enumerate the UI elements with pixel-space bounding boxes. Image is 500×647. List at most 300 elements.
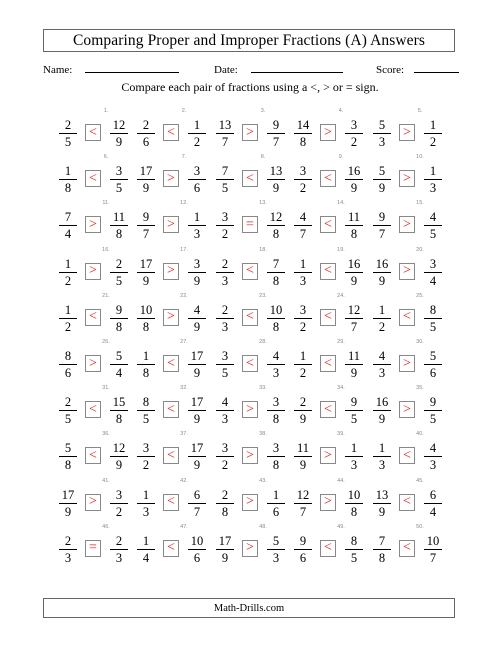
left-fraction [371, 534, 393, 565]
fraction-bar [59, 179, 77, 180]
fraction-bar [137, 410, 155, 411]
denominator: 9 [193, 458, 201, 473]
problem-number: 48. [259, 523, 267, 530]
right-fraction [343, 349, 365, 380]
numerator: 6 [193, 487, 201, 502]
problem-item [366, 524, 446, 568]
fraction-bar [345, 364, 363, 365]
problem-number: 2. [181, 108, 187, 114]
denominator: 8 [272, 458, 280, 473]
problem-item [209, 200, 289, 244]
problem-item [366, 478, 446, 522]
numerator: 8 [64, 349, 72, 363]
problem-number: 39. [337, 431, 345, 438]
problem-item [287, 339, 367, 383]
left-fraction [57, 395, 79, 426]
problem-item [52, 200, 132, 244]
numerator: 9 [378, 210, 386, 225]
problem-number: 50. [416, 523, 424, 530]
numerator: 12 [296, 487, 310, 502]
denominator: 2 [429, 135, 437, 149]
numerator: 1 [429, 118, 437, 132]
numerator: 17 [61, 487, 75, 502]
problem-number: 21. [102, 292, 110, 299]
comparison-sign: < [85, 124, 101, 141]
fraction-bar [137, 549, 155, 550]
numerator: 17 [190, 441, 204, 456]
problem-number: 47. [180, 523, 188, 530]
numerator: 1 [299, 349, 307, 363]
numerator: 16 [347, 164, 361, 179]
numerator: 4 [378, 349, 386, 363]
problem-item [130, 108, 210, 152]
comparison-sign: < [399, 309, 415, 326]
denominator: 8 [350, 227, 358, 242]
denominator: 8 [115, 319, 123, 334]
fraction-bar [294, 364, 312, 365]
denominator: 2 [64, 273, 72, 288]
right-fraction [108, 303, 130, 334]
comparison-sign: > [163, 263, 179, 280]
denominator: 9 [378, 273, 386, 288]
problem-number: 28. [259, 339, 267, 345]
denominator: 7 [299, 227, 307, 242]
numerator: 1 [142, 487, 150, 502]
right-fraction [265, 118, 287, 149]
problem-number: 41. [102, 477, 110, 484]
left-fraction [371, 349, 393, 380]
denominator: 9 [350, 366, 358, 380]
denominator: 8 [142, 366, 150, 380]
fraction-bar [137, 318, 155, 319]
right-fraction [108, 164, 130, 195]
comparison-sign: > [242, 540, 258, 557]
comparison-sign: < [163, 401, 179, 418]
problem-number: 30. [416, 339, 424, 345]
numerator: 10 [190, 533, 204, 548]
fraction-bar [373, 225, 391, 226]
fraction-bar [188, 179, 206, 180]
problem-item [130, 385, 210, 429]
comparison-sign: < [242, 355, 258, 372]
problem-item [52, 108, 132, 152]
problem-number: 8. [260, 154, 266, 161]
fraction-bar [137, 179, 155, 180]
fraction-bar [59, 364, 77, 365]
denominator: 9 [350, 273, 358, 288]
numerator: 7 [64, 210, 72, 225]
problem-item [52, 524, 132, 568]
denominator: 8 [272, 273, 280, 288]
numerator: 6 [429, 487, 437, 502]
numerator: 1 [272, 487, 280, 502]
title-text: Comparing Proper and Improper Fractions (A) Answers [72, 31, 426, 49]
denominator: 3 [221, 273, 229, 288]
problem-item [130, 339, 210, 383]
denominator: 9 [193, 319, 201, 334]
denominator: 5 [350, 550, 358, 565]
fraction-bar [216, 410, 234, 411]
comparison-sign: > [320, 124, 336, 141]
denominator: 4 [429, 504, 437, 519]
numerator: 1 [193, 118, 201, 132]
problem-item [52, 247, 132, 291]
left-fraction [292, 164, 314, 195]
comparison-sign: > [242, 494, 258, 511]
denominator: 5 [429, 319, 437, 334]
left-fraction [371, 164, 393, 195]
left-fraction [214, 441, 236, 472]
comparison-sign: < [85, 401, 101, 418]
fraction-bar [294, 225, 312, 226]
fraction-bar [294, 410, 312, 411]
footer-text: Math-Drills.com [213, 602, 285, 614]
left-fraction [292, 488, 314, 519]
fraction-bar [345, 179, 363, 180]
fraction-bar [345, 410, 363, 411]
numerator: 3 [221, 210, 229, 225]
left-fraction [135, 534, 157, 565]
numerator: 3 [221, 349, 229, 363]
numerator: 4 [221, 395, 229, 410]
right-fraction [108, 534, 130, 565]
numerator: 17 [190, 395, 204, 410]
fraction-bar [345, 549, 363, 550]
left-fraction [371, 210, 393, 241]
right-fraction [422, 164, 444, 195]
denominator: 5 [115, 273, 123, 288]
denominator: 2 [142, 458, 150, 473]
numerator: 15 [112, 395, 126, 410]
numerator: 9 [429, 395, 437, 410]
right-fraction [186, 441, 208, 472]
comparison-sign: < [320, 401, 336, 418]
denominator: 7 [272, 135, 280, 149]
fraction-bar [424, 549, 442, 550]
left-fraction [292, 441, 314, 472]
denominator: 9 [299, 412, 307, 427]
problem-number: 26. [102, 339, 110, 345]
denominator: 3 [299, 273, 307, 288]
problem-number: 6. [103, 154, 109, 161]
denominator: 7 [378, 227, 386, 242]
denominator: 8 [272, 412, 280, 427]
denominator: 4 [115, 366, 123, 380]
comparison-sign: < [163, 447, 179, 464]
fraction-bar [188, 318, 206, 319]
right-fraction [108, 395, 130, 426]
denominator: 6 [193, 550, 201, 565]
problem-item [130, 478, 210, 522]
problem-number: 11. [102, 200, 110, 207]
numerator: 5 [115, 349, 123, 363]
numerator: 2 [221, 487, 229, 502]
comparison-sign: > [242, 124, 258, 141]
denominator: 2 [299, 181, 307, 196]
denominator: 2 [193, 135, 201, 149]
fraction-bar [137, 364, 155, 365]
left-fraction [57, 441, 79, 472]
denominator: 3 [272, 550, 280, 565]
problem-item [287, 385, 367, 429]
problem-item [366, 200, 446, 244]
comparison-sign: > [85, 216, 101, 233]
fraction-bar [294, 272, 312, 273]
left-fraction [135, 210, 157, 241]
left-fraction [371, 257, 393, 288]
fraction-bar [59, 133, 77, 134]
fraction-bar [216, 503, 234, 504]
numerator: 17 [139, 256, 153, 271]
denominator: 6 [142, 135, 150, 149]
problem-item [366, 431, 446, 475]
comparison-sign: < [399, 494, 415, 511]
fraction-bar [424, 133, 442, 134]
problem-number: 12. [180, 200, 188, 207]
right-fraction [186, 257, 208, 288]
denominator: 5 [142, 412, 150, 427]
comparison-sign: < [320, 216, 336, 233]
left-fraction [57, 534, 79, 565]
numerator: 3 [272, 395, 280, 410]
left-fraction [214, 534, 236, 565]
right-fraction [343, 210, 365, 241]
right-fraction [343, 534, 365, 565]
denominator: 7 [221, 135, 229, 149]
problem-item [130, 524, 210, 568]
right-fraction [265, 395, 287, 426]
fraction-bar [59, 410, 77, 411]
right-fraction [265, 303, 287, 334]
fraction-bar [216, 549, 234, 550]
comparison-sign: < [242, 170, 258, 187]
problem-number: 14. [337, 200, 345, 207]
denominator: 3 [378, 458, 386, 473]
problem-item [130, 247, 210, 291]
fraction-bar [216, 364, 234, 365]
comparison-sign: < [320, 263, 336, 280]
denominator: 7 [299, 504, 307, 519]
problem-number: 18. [259, 246, 267, 253]
numerator: 5 [429, 349, 437, 363]
problem-number: 33. [259, 385, 267, 392]
numerator: 1 [64, 302, 72, 317]
denominator: 9 [350, 181, 358, 196]
fraction-bar [424, 318, 442, 319]
denominator: 2 [299, 319, 307, 334]
fraction-bar [267, 503, 285, 504]
comparison-sign: < [320, 540, 336, 557]
problem-item [209, 431, 289, 475]
fraction-bar [216, 272, 234, 273]
numerator: 5 [64, 441, 72, 456]
numerator: 17 [218, 533, 232, 548]
problem-number: 35. [416, 385, 424, 392]
problem-item [366, 108, 446, 152]
numerator: 12 [112, 118, 126, 132]
fraction-bar [345, 318, 363, 319]
denominator: 8 [221, 504, 229, 519]
problem-number: 19. [337, 246, 345, 253]
comparison-sign: < [85, 309, 101, 326]
fraction-bar [267, 549, 285, 550]
numerator: 12 [112, 441, 126, 456]
comparison-sign: < [163, 494, 179, 511]
comparison-sign: < [320, 170, 336, 187]
problem-number: 3. [260, 108, 266, 114]
denominator: 2 [115, 504, 123, 519]
comparison-sign: = [85, 540, 101, 557]
denominator: 2 [221, 458, 229, 473]
fraction-bar [345, 133, 363, 134]
numerator: 4 [429, 210, 437, 225]
denominator: 3 [221, 319, 229, 334]
problem-number: 29. [337, 339, 345, 345]
problem-item [209, 339, 289, 383]
right-fraction [343, 303, 365, 334]
problem-number: 20. [416, 246, 424, 253]
right-fraction [186, 534, 208, 565]
problem-number: 1. [103, 108, 109, 114]
numerator: 10 [269, 302, 283, 317]
denominator: 8 [378, 550, 386, 565]
comparison-sign: < [163, 540, 179, 557]
fraction-bar [373, 549, 391, 550]
problem-item [287, 524, 367, 568]
numerator: 12 [269, 210, 283, 225]
numerator: 14 [296, 118, 310, 132]
fraction-bar [216, 133, 234, 134]
left-fraction [57, 349, 79, 380]
fraction-bar [424, 272, 442, 273]
right-fraction [108, 349, 130, 380]
denominator: 3 [142, 504, 150, 519]
left-fraction [292, 257, 314, 288]
right-fraction [422, 488, 444, 519]
comparison-sign: > [320, 494, 336, 511]
denominator: 5 [221, 366, 229, 380]
numerator: 7 [272, 256, 280, 271]
problem-number: 36. [102, 431, 110, 438]
denominator: 9 [272, 181, 280, 196]
comparison-sign: > [163, 309, 179, 326]
problem-item [130, 293, 210, 337]
fraction-bar [188, 364, 206, 365]
fraction-bar [294, 456, 312, 457]
fraction-bar [294, 133, 312, 134]
denominator: 7 [350, 319, 358, 334]
right-fraction [265, 534, 287, 565]
numerator: 2 [64, 118, 72, 132]
problem-number: 16. [102, 246, 110, 253]
numerator: 4 [429, 441, 437, 456]
right-fraction [108, 118, 130, 149]
fraction-bar [373, 410, 391, 411]
problem-item [366, 154, 446, 198]
denominator: 3 [272, 366, 280, 380]
fraction-bar [294, 549, 312, 550]
fraction-bar [424, 179, 442, 180]
denominator: 8 [299, 135, 307, 149]
comparison-sign: < [242, 263, 258, 280]
denominator: 7 [429, 550, 437, 565]
numerator: 5 [378, 164, 386, 179]
problem-number: 9. [338, 154, 344, 161]
right-fraction [108, 210, 130, 241]
fraction-bar [188, 410, 206, 411]
fraction-bar [137, 456, 155, 457]
denominator: 3 [378, 366, 386, 380]
numerator: 9 [142, 210, 150, 225]
denominator: 9 [64, 504, 72, 519]
left-fraction [214, 257, 236, 288]
denominator: 9 [142, 181, 150, 196]
numerator: 3 [221, 441, 229, 456]
left-fraction [214, 488, 236, 519]
denominator: 6 [299, 550, 307, 565]
problem-number: 34. [337, 385, 345, 392]
fraction-bar [267, 318, 285, 319]
numerator: 13 [269, 164, 283, 179]
numerator: 7 [221, 164, 229, 179]
comparison-sign: > [399, 263, 415, 280]
problem-number: 15. [416, 200, 424, 207]
denominator: 5 [429, 227, 437, 242]
denominator: 9 [378, 412, 386, 427]
denominator: 3 [115, 550, 123, 565]
comparison-sign: > [320, 447, 336, 464]
numerator: 3 [142, 441, 150, 456]
left-fraction [57, 118, 79, 149]
denominator: 3 [193, 227, 201, 242]
numerator: 3 [115, 487, 123, 502]
fraction-bar [110, 364, 128, 365]
numerator: 1 [193, 210, 201, 225]
numerator: 10 [139, 302, 153, 317]
fraction-bar [59, 549, 77, 550]
fraction-bar [59, 225, 77, 226]
fraction-bar [267, 456, 285, 457]
problem-item [209, 293, 289, 337]
numerator: 3 [115, 164, 123, 179]
left-fraction [135, 441, 157, 472]
fraction-bar [59, 503, 77, 504]
right-fraction [343, 164, 365, 195]
denominator: 9 [142, 273, 150, 288]
fraction-bar [188, 503, 206, 504]
denominator: 3 [350, 458, 358, 473]
denominator: 9 [378, 504, 386, 519]
fraction-bar [110, 133, 128, 134]
fraction-bar [345, 225, 363, 226]
problem-number: 45. [416, 477, 424, 484]
comparison-sign: < [399, 540, 415, 557]
problem-number: 27. [180, 339, 188, 345]
denominator: 5 [221, 181, 229, 196]
denominator: 3 [221, 412, 229, 427]
denominator: 2 [350, 135, 358, 149]
right-fraction [422, 118, 444, 149]
numerator: 1 [64, 256, 72, 271]
fraction-bar [424, 456, 442, 457]
problem-item [366, 385, 446, 429]
problem-item [209, 108, 289, 152]
left-fraction [57, 257, 79, 288]
left-fraction [135, 303, 157, 334]
comparison-sign: < [320, 309, 336, 326]
comparison-sign: > [242, 447, 258, 464]
comparison-sign: < [85, 447, 101, 464]
